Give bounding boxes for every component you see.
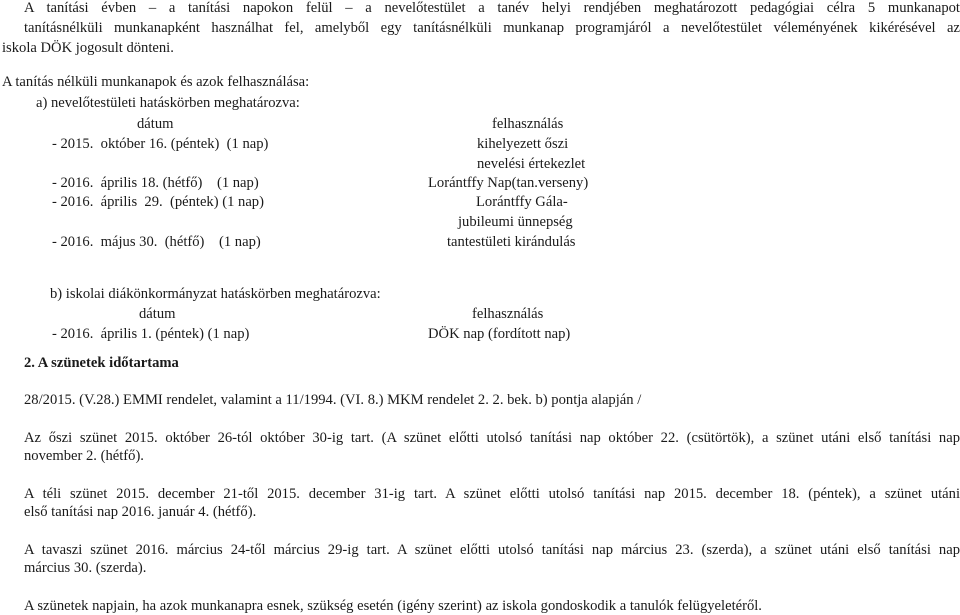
section-a-subheading: a) nevelőtestületi hatáskörben meghatározva:: [36, 95, 300, 111]
winter-break-line-1: A téli szünet 2015. december 21-től 2015. december 31-ig tart. A szünet előtti utolsó tanítási nap 2015. december 18. (péntek), a szünet utáni: [24, 486, 960, 502]
table-row-date: - 2016. április 29. (péntek) (1 nap): [52, 194, 264, 210]
table-row-use: tantestületi kirándulás: [447, 234, 576, 250]
spring-break-line-1: A tavaszi szünet 2016. március 24-től március 29-ig tart. A szünet előtti utolsó tanítási nap március 23. (szerda), a szünet utáni első tanítási nap: [24, 542, 960, 558]
table-row-date: - 2016. április 18. (hétfő) (1 nap): [52, 175, 259, 191]
table-row-use-cont: jubileumi ünnepség: [458, 214, 573, 230]
section-a-heading: A tanítás nélküli munkanapok és azok felhasználása:: [2, 74, 310, 90]
table-row-use: Lorántffy Gála-: [476, 194, 568, 210]
column-header-date: dátum: [137, 116, 174, 132]
table-row-use: Lorántffy Nap(tan.verseny): [428, 175, 589, 191]
intro-line-2: tanításnélküli munkanapként használhat fel, amelyből egy tanításnélküli munkanap programjáról a nevelőtestület véleményének kikérésével az: [24, 20, 960, 36]
autumn-break-line-1: Az őszi szünet 2015. október 26-tól október 30-ig tart. (A szünet előtti utolsó tanítási nap október 22. (csütörtök), a szünet utáni első tanítási nap: [24, 430, 960, 446]
intro-line-3: iskola DÖK jogosult dönteni.: [2, 40, 174, 56]
column-header-use: felhasználás: [492, 116, 564, 132]
table-row-date: - 2016. április 1. (péntek) (1 nap): [52, 326, 250, 342]
table-row-date: - 2015. október 16. (péntek) (1 nap): [52, 136, 269, 152]
section-2-heading-text: 2. A szünetek időtartama: [24, 355, 179, 371]
section-b-subheading: b) iskolai diákönkormányzat hatáskörben meghatározva:: [50, 286, 381, 302]
table-row-use: DÖK nap (fordított nap): [428, 326, 571, 342]
intro-line-1: A tanítási évben – a tanítási napokon felül – a nevelőtestület a tanév helyi rendjében meghatározott pedagógiai célra 5 munkanapot: [24, 0, 960, 16]
table-row-use: kihelyezett őszi: [477, 136, 569, 152]
table-row-date: - 2016. május 30. (hétfő) (1 nap): [52, 234, 261, 250]
winter-break-line-2: első tanítási nap 2016. január 4. (hétfő).: [24, 504, 257, 520]
section-2-heading: [24, 354, 179, 372]
spring-break-line-2: március 30. (szerda).: [24, 560, 147, 576]
column-header-date: dátum: [139, 306, 176, 322]
closing-paragraph: A szünetek napjain, ha azok munkanapra esnek, szükség esetén (igény szerint) az iskola gondoskodik a tanulók felügyeletéről.: [24, 598, 762, 614]
table-row-use-cont: nevelési értekezlet: [477, 156, 586, 172]
regulation-reference: 28/2015. (V.28.) EMMI rendelet, valamint a 11/1994. (VI. 8.) MKM rendelet 2. 2. bek. b) pontja alapján /: [24, 392, 642, 408]
column-header-use: felhasználás: [472, 306, 544, 322]
autumn-break-line-2: november 2. (hétfő).: [24, 448, 144, 464]
